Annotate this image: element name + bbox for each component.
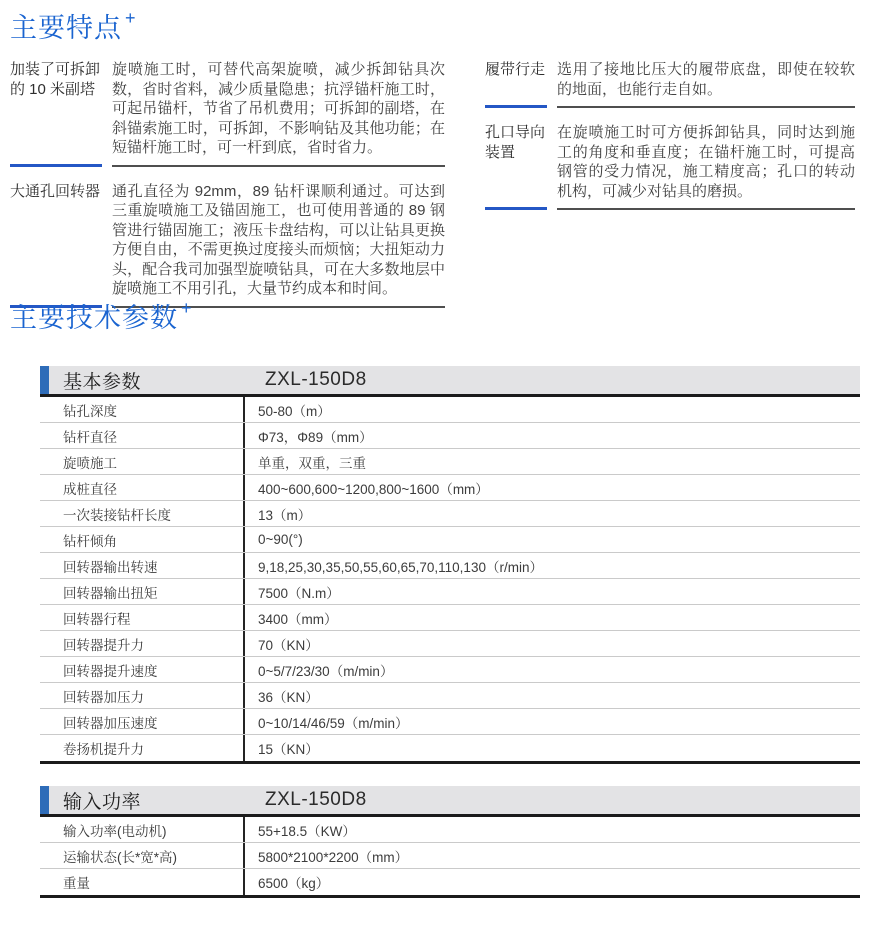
param-name: 钻杆直径 bbox=[63, 429, 117, 445]
blue-accent-bar bbox=[40, 366, 49, 394]
table-row bbox=[40, 423, 860, 449]
param-value: 13（m） bbox=[243, 501, 860, 526]
param-value: 55+18.5（KW） bbox=[243, 817, 860, 842]
param-value: 15（KN） bbox=[243, 735, 860, 761]
param-value: 400~600,600~1200,800~1600（mm） bbox=[243, 475, 860, 500]
param-name: 重量 bbox=[63, 876, 90, 891]
param-value: 0~10/14/46/59（m/min） bbox=[243, 709, 860, 734]
feature-label: 履带行走 bbox=[485, 60, 547, 108]
basic-params-table-header bbox=[40, 366, 860, 397]
features-grid bbox=[10, 60, 855, 323]
param-name: 回转器行程 bbox=[63, 611, 131, 627]
param-value: 36（KN） bbox=[243, 683, 860, 708]
input-power-rows bbox=[40, 817, 860, 895]
feature-crawler-travel bbox=[485, 60, 855, 108]
table-row bbox=[40, 657, 860, 683]
table-model-label: ZXL-150D8 bbox=[265, 369, 367, 390]
feature-description: 旋喷施工时，可替代高架旋喷，减少拆卸钻具次数，省时省料，减少质量隐患；抗浮锚杆施工时，可起吊锚杆，节省了吊机费用；可拆卸的副塔，在斜锚索施工时，可拆卸，不影响钻及其他功能；在短锚杆施工时，可一杆到底，省时省力。 bbox=[112, 60, 445, 167]
blue-accent-bar bbox=[40, 786, 49, 814]
specs-title-text: 主要技术参数 bbox=[10, 303, 178, 333]
table-row bbox=[40, 683, 860, 709]
table-row bbox=[40, 501, 860, 527]
param-value: 0~90(°) bbox=[243, 527, 860, 552]
specs-section-title bbox=[10, 296, 193, 335]
table-row bbox=[40, 605, 860, 631]
table-row bbox=[40, 397, 860, 423]
feature-hole-guide-device bbox=[485, 123, 855, 210]
table-row bbox=[40, 843, 860, 869]
param-name: 回转器加压速度 bbox=[63, 715, 158, 731]
table-row bbox=[40, 527, 860, 553]
param-value: 5800*2100*2200（mm） bbox=[243, 843, 860, 868]
param-name: 一次装接钻杆长度 bbox=[63, 507, 171, 523]
param-name: 旋喷施工 bbox=[63, 455, 117, 471]
feature-detachable-mast bbox=[10, 60, 445, 167]
feature-description: 选用了接地比压大的履带底盘，即使在较软的地面，也能行走自如。 bbox=[557, 60, 855, 108]
feature-large-bore-rotator bbox=[10, 182, 445, 308]
table-category-label: 基本参数 bbox=[63, 371, 142, 393]
param-name: 回转器提升速度 bbox=[63, 663, 158, 679]
table-row bbox=[40, 475, 860, 501]
table-row bbox=[40, 709, 860, 735]
param-name: 钻杆倾角 bbox=[63, 533, 117, 549]
param-name: 成桩直径 bbox=[63, 481, 117, 497]
feature-label: 加装了可拆卸的 10 米副塔 bbox=[10, 60, 102, 167]
table-row bbox=[40, 735, 860, 761]
param-name: 回转器输出转速 bbox=[63, 559, 158, 575]
param-name: 回转器输出扭矩 bbox=[63, 585, 158, 601]
features-section-title bbox=[10, 6, 137, 45]
table-category-label: 输入功率 bbox=[63, 791, 142, 813]
feature-description: 在旋喷施工时可方便拆卸钻具，同时达到施工的角度和垂直度；在锚杆施工时，可提高钢管的受力情况，施工精度高；孔口的转动机构，可减少对钻具的磨损。 bbox=[557, 123, 855, 210]
param-value: 0~5/7/23/30（m/min） bbox=[243, 657, 860, 682]
table-row bbox=[40, 449, 860, 475]
param-value: 9,18,25,30,35,50,55,60,65,70,110,130（r/min） bbox=[243, 553, 860, 578]
basic-params-rows bbox=[40, 397, 860, 761]
param-name: 钻孔深度 bbox=[63, 403, 117, 419]
param-name: 输入功率(电动机) bbox=[63, 823, 167, 839]
table-row bbox=[40, 869, 860, 895]
feature-description: 通孔直径为 92mm，89 钻杆课顺利通过。可达到三重旋喷施工及锚固施工，也可使用普通的 89 钢管进行锚固施工；液压卡盘结构，可以让钻具更换方便自由，不需更换过度接头而烦恼；大扭矩动力头，配合我司加强型旋喷钻具，可在大多数地层中旋喷施工不用引孔，大量节约成本和时间。 bbox=[112, 182, 445, 308]
feature-label: 孔口导向装置 bbox=[485, 123, 547, 210]
feature-label: 大通孔回转器 bbox=[10, 182, 102, 308]
param-value: 3400（mm） bbox=[243, 605, 860, 630]
input-power-table-header bbox=[40, 786, 860, 817]
table-row bbox=[40, 553, 860, 579]
basic-params-table bbox=[40, 366, 860, 764]
param-value: 50-80（m） bbox=[243, 397, 860, 422]
features-column-right bbox=[485, 60, 855, 323]
table-row bbox=[40, 579, 860, 605]
table-model-label: ZXL-150D8 bbox=[265, 789, 367, 810]
input-power-table bbox=[40, 786, 860, 898]
plus-mark: + bbox=[181, 298, 193, 318]
features-title-text: 主要特点 bbox=[10, 13, 122, 43]
table-row bbox=[40, 631, 860, 657]
param-value: 6500（kg） bbox=[243, 869, 860, 895]
param-value: 单重，双重，三重 bbox=[243, 449, 860, 474]
param-name: 回转器加压力 bbox=[63, 689, 144, 705]
param-name: 卷扬机提升力 bbox=[63, 742, 144, 757]
param-value: 70（KN） bbox=[243, 631, 860, 656]
plus-mark: + bbox=[125, 8, 137, 28]
param-name: 运输状态(长*宽*高) bbox=[63, 849, 177, 865]
table-row bbox=[40, 817, 860, 843]
features-column-left bbox=[10, 60, 445, 323]
param-value: 7500（N.m） bbox=[243, 579, 860, 604]
param-name: 回转器提升力 bbox=[63, 637, 144, 653]
param-value: Φ73，Φ89（mm） bbox=[243, 423, 860, 448]
